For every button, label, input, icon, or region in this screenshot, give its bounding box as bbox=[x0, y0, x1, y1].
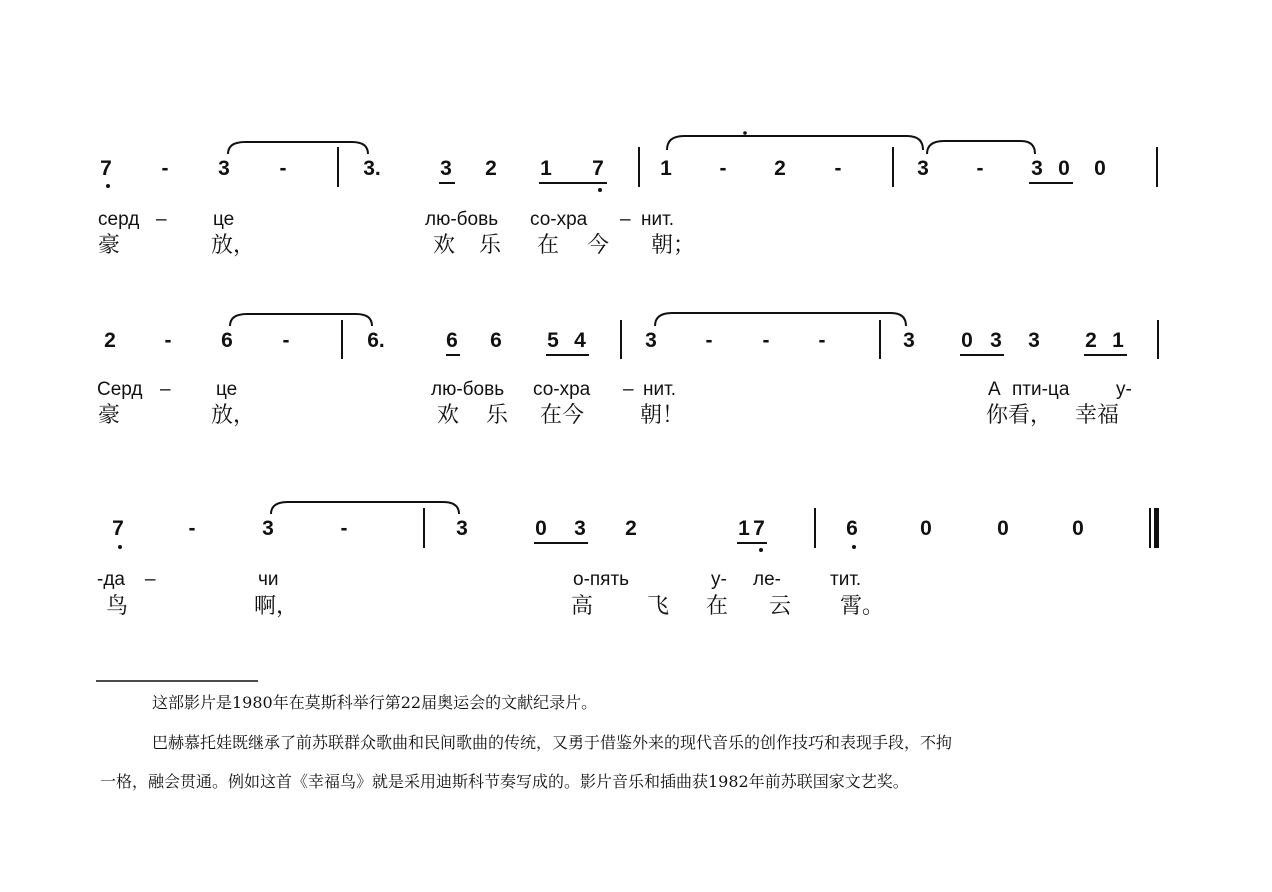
ru-lyric: – bbox=[145, 569, 156, 590]
note: 3 bbox=[262, 517, 274, 540]
cn-lyric: 欢 bbox=[437, 403, 460, 428]
tie bbox=[667, 136, 923, 150]
footnote-line-2: 巴赫慕托娃既继承了前苏联群众歌曲和民间歌曲的传统，又勇于借鉴外来的现代音乐的创作技巧和表现手段，不拘 bbox=[152, 733, 953, 752]
ru-lyric: нит. bbox=[643, 379, 676, 400]
note: - bbox=[340, 517, 348, 540]
note: 5 bbox=[547, 329, 559, 352]
note: - bbox=[976, 157, 984, 180]
ru-lyric: со-хра bbox=[530, 209, 588, 230]
ru-lyric: лю-бовь bbox=[425, 209, 499, 230]
note: 3 bbox=[645, 329, 657, 352]
ru-lyric: – bbox=[160, 379, 171, 400]
cn-lyric: 乐 bbox=[479, 233, 502, 258]
ru-lyric: чи bbox=[258, 569, 279, 590]
ru-lyric: А bbox=[988, 379, 1001, 400]
note: 1 bbox=[1112, 329, 1124, 352]
cn-lyric: 云 bbox=[769, 594, 792, 619]
note: 7 bbox=[753, 517, 765, 540]
footnote-line-3: 一格，融会贯通。例如这首《幸福鸟》就是采用迪斯科节奏写成的。影片音乐和插曲获1982年前苏联国家文艺奖。 bbox=[100, 772, 909, 791]
note: 2 bbox=[104, 329, 116, 352]
note: 3 bbox=[903, 329, 915, 352]
note: 3 bbox=[917, 157, 929, 180]
note: - bbox=[164, 329, 172, 352]
note: 6 bbox=[846, 517, 858, 540]
note: 7 bbox=[112, 517, 124, 540]
ru-lyric: тит. bbox=[830, 569, 862, 590]
ru-lyric: серд bbox=[98, 209, 140, 230]
note: 7 bbox=[592, 157, 604, 180]
note: 3 bbox=[1031, 157, 1043, 180]
ru-lyric: у- bbox=[711, 569, 727, 590]
tie bbox=[230, 314, 372, 326]
ru-lyric: це bbox=[216, 379, 238, 400]
note: 0 bbox=[1058, 157, 1070, 180]
note: 6 bbox=[446, 329, 458, 352]
note: 3. bbox=[363, 157, 381, 180]
note: 2 bbox=[485, 157, 497, 180]
note: 0 bbox=[1072, 517, 1084, 540]
cn-lyric: 在 bbox=[537, 233, 560, 258]
note: 0 bbox=[961, 329, 973, 352]
ru-lyric: пти-ца bbox=[1012, 379, 1070, 400]
note: 6. bbox=[367, 329, 385, 352]
octave-dot-below bbox=[118, 545, 122, 549]
cn-lyric: 飞 bbox=[647, 594, 670, 619]
note: - bbox=[279, 157, 287, 180]
octave-dot-below bbox=[852, 545, 856, 549]
cn-lyric: 乐 bbox=[486, 403, 509, 428]
note: - bbox=[161, 157, 169, 180]
note: 1 bbox=[738, 517, 750, 540]
note: 4 bbox=[574, 329, 586, 352]
cn-lyric: 霄。 bbox=[840, 594, 885, 619]
note: 6 bbox=[221, 329, 233, 352]
note: 3 bbox=[440, 157, 452, 180]
note: 3 bbox=[574, 517, 586, 540]
ru-lyric: – bbox=[156, 209, 167, 230]
note: 1 bbox=[540, 157, 552, 180]
octave-dot-below bbox=[598, 188, 602, 192]
cn-lyric: 在 bbox=[706, 594, 729, 619]
note: 2 bbox=[625, 517, 637, 540]
cn-lyric: 幸福 bbox=[1075, 403, 1120, 428]
note: 3 bbox=[1028, 329, 1040, 352]
cn-lyric: 今 bbox=[587, 233, 610, 258]
note: 3 bbox=[218, 157, 230, 180]
cn-lyric: 朝； bbox=[651, 233, 696, 258]
note: 7 bbox=[100, 157, 112, 180]
ru-lyric: со-хра bbox=[533, 379, 591, 400]
octave-dot-below bbox=[759, 548, 763, 552]
note: 2 bbox=[1085, 329, 1097, 352]
cn-lyric: 鸟 bbox=[106, 594, 129, 619]
cn-lyric: 豪 bbox=[98, 233, 121, 258]
cn-lyric: 放， bbox=[211, 403, 256, 428]
note: - bbox=[282, 329, 290, 352]
note: - bbox=[705, 329, 713, 352]
cn-lyric: 朝！ bbox=[640, 403, 685, 428]
note: 0 bbox=[535, 517, 547, 540]
octave-dot-below bbox=[106, 184, 110, 188]
cn-lyric: 在今 bbox=[540, 403, 585, 428]
note: 0 bbox=[920, 517, 932, 540]
ru-lyric: Серд bbox=[97, 379, 143, 400]
ru-lyric: у- bbox=[1116, 379, 1132, 400]
note: - bbox=[834, 157, 842, 180]
final-barline-thick bbox=[1154, 508, 1159, 548]
note: 2 bbox=[774, 157, 786, 180]
note: 1 bbox=[660, 157, 672, 180]
footnote-line-1: 这部影片是1980年在莫斯科举行第22届奥运会的文献纪录片。 bbox=[152, 693, 598, 712]
ru-lyric: – bbox=[623, 379, 634, 400]
ru-lyric: о-пять bbox=[573, 569, 630, 590]
octave-dot-above bbox=[743, 131, 747, 135]
cn-lyric: 欢 bbox=[433, 233, 456, 258]
cn-lyric: 高 bbox=[571, 594, 594, 619]
tie bbox=[927, 141, 1035, 154]
note: 0 bbox=[1094, 157, 1106, 180]
cn-lyric: 豪 bbox=[98, 403, 121, 428]
cn-lyric: 啊， bbox=[254, 594, 299, 619]
cn-lyric: 你看， bbox=[986, 403, 1053, 428]
ru-lyric: це bbox=[213, 209, 235, 230]
note: - bbox=[762, 329, 770, 352]
note: - bbox=[818, 329, 826, 352]
ru-lyric: нит. bbox=[641, 209, 674, 230]
note: 0 bbox=[997, 517, 1009, 540]
ru-lyric: лю-бовь bbox=[431, 379, 505, 400]
ru-lyric: -да bbox=[97, 569, 125, 590]
cn-lyric: 放， bbox=[211, 233, 256, 258]
note: - bbox=[719, 157, 727, 180]
tie bbox=[271, 502, 459, 514]
note: 6 bbox=[490, 329, 502, 352]
note: - bbox=[188, 517, 196, 540]
note: 3 bbox=[990, 329, 1002, 352]
note: 3 bbox=[456, 517, 468, 540]
ru-lyric: ле- bbox=[753, 569, 781, 590]
tie bbox=[228, 142, 368, 154]
tie bbox=[655, 313, 906, 326]
ru-lyric: – bbox=[620, 209, 631, 230]
